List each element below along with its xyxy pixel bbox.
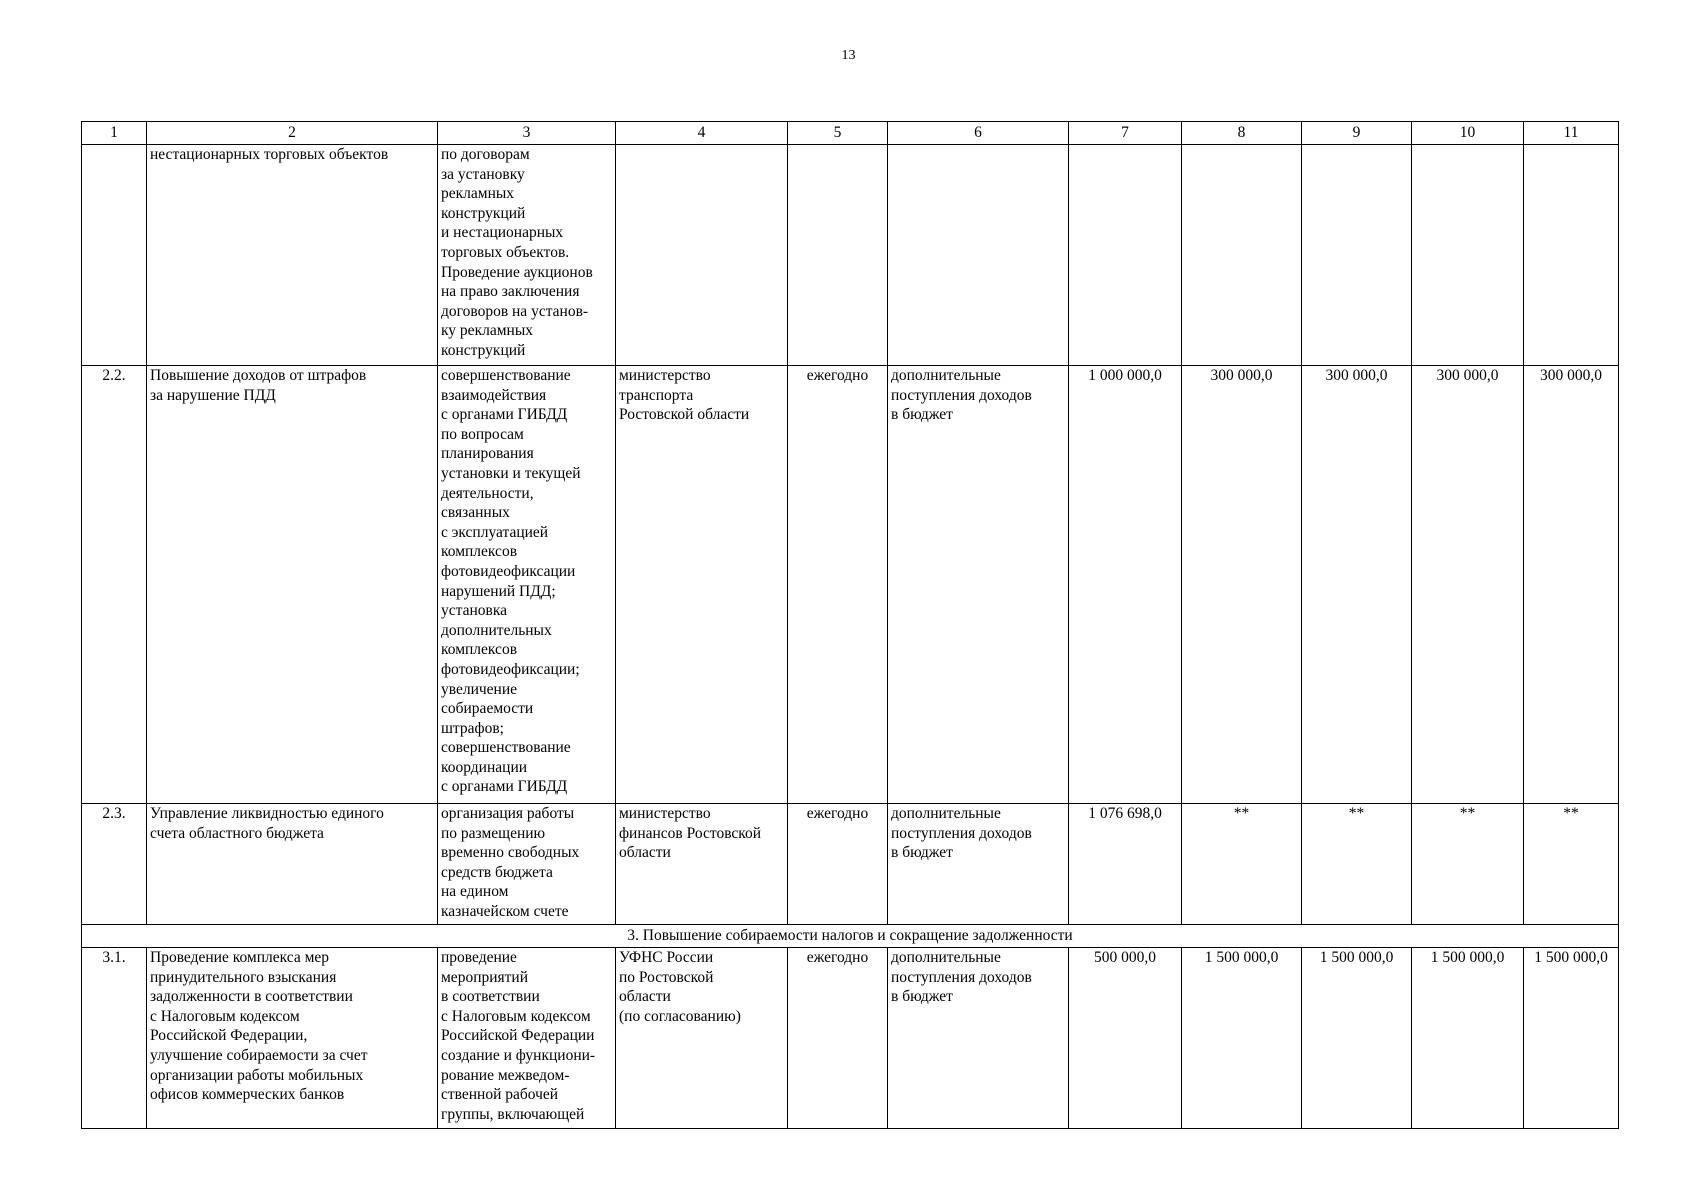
table-row — [82, 366, 1619, 804]
value-col-8: 1 500 000,0 — [1182, 948, 1302, 1129]
value-col-10 — [1412, 145, 1524, 366]
expected-result: дополнительные поступления доходов в бюджет — [888, 366, 1069, 804]
column-header: 9 — [1302, 122, 1412, 145]
value-col-10: 300 000,0 — [1412, 366, 1524, 804]
row-number: 3.1. — [82, 948, 147, 1129]
measure-name: нестационарных торговых объектов — [147, 145, 438, 366]
column-header: 11 — [1524, 122, 1619, 145]
expected-result: дополнительные поступления доходов в бюджет — [888, 948, 1069, 1129]
value-col-7: 1 000 000,0 — [1069, 366, 1182, 804]
measure-name: Проведение комплекса мер принудительного взыскания задолженности в соответствии с Налоговым кодексом Российской Федерации, улучшение собираемости за счет организации работы мобильных офисов коммерческих банков — [147, 948, 438, 1129]
row-number: 2.3. — [82, 804, 147, 925]
column-header: 5 — [788, 122, 888, 145]
column-header: 1 — [82, 122, 147, 145]
section-title: 3. Повышение собираемости налогов и сокращение задолженности — [82, 925, 1619, 948]
value-col-8 — [1182, 145, 1302, 366]
value-col-7: 1 076 698,0 — [1069, 804, 1182, 925]
value-col-11: 300 000,0 — [1524, 366, 1619, 804]
table-header-row — [82, 122, 1619, 145]
value-col-11 — [1524, 145, 1619, 366]
value-col-7: 500 000,0 — [1069, 948, 1182, 1129]
value-col-10: ** — [1412, 804, 1524, 925]
value-col-11: 1 500 000,0 — [1524, 948, 1619, 1129]
implementation-period — [788, 145, 888, 366]
responsible-executor: министерство финансов Ростовской области — [616, 804, 788, 925]
column-header: 10 — [1412, 122, 1524, 145]
value-col-9: ** — [1302, 804, 1412, 925]
measure-actions: совершенствование взаимодействия с органами ГИБДД по вопросам планирования установки и текущей деятельности, связанных с эксплуатацией комплексов фотовидеофиксации нарушений ПДД; установка дополнительных комплексов фотовидеофиксации; увеличение собираемости штрафов; совершенствование координации с органами ГИБДД — [438, 366, 616, 804]
section-row — [82, 925, 1619, 948]
implementation-period: ежегодно — [788, 804, 888, 925]
column-header: 4 — [616, 122, 788, 145]
column-header: 7 — [1069, 122, 1182, 145]
value-col-11: ** — [1524, 804, 1619, 925]
row-number: 2.2. — [82, 366, 147, 804]
expected-result — [888, 145, 1069, 366]
implementation-period: ежегодно — [788, 948, 888, 1129]
value-col-9 — [1302, 145, 1412, 366]
measure-actions: по договорам за установку рекламных конструкций и нестационарных торговых объектов. Проведение аукционов на право заключения договоров на установ- ку рекламных конструкций — [438, 145, 616, 366]
expected-result: дополнительные поступления доходов в бюджет — [888, 804, 1069, 925]
value-col-7 — [1069, 145, 1182, 366]
responsible-executor: УФНС России по Ростовской области (по согласованию) — [616, 948, 788, 1129]
responsible-executor: министерство транспорта Ростовской области — [616, 366, 788, 804]
value-col-8: 300 000,0 — [1182, 366, 1302, 804]
column-header: 2 — [147, 122, 438, 145]
measure-actions: проведение мероприятий в соответствии с Налоговым кодексом Российской Федерации создание и функциони- рование межведом- ственной рабочей группы, включающей — [438, 948, 616, 1129]
measure-actions: организация работы по размещению временно свободных средств бюджета на едином казначейском счете — [438, 804, 616, 925]
row-number — [82, 145, 147, 366]
page-number: 13 — [841, 48, 856, 63]
table-row — [82, 804, 1619, 925]
table-row — [82, 948, 1619, 1129]
measures-table — [81, 121, 1619, 1129]
value-col-10: 1 500 000,0 — [1412, 948, 1524, 1129]
table-row — [82, 145, 1619, 366]
value-col-8: ** — [1182, 804, 1302, 925]
implementation-period: ежегодно — [788, 366, 888, 804]
column-header: 8 — [1182, 122, 1302, 145]
column-header: 6 — [888, 122, 1069, 145]
value-col-9: 300 000,0 — [1302, 366, 1412, 804]
measure-name: Повышение доходов от штрафов за нарушение ПДД — [147, 366, 438, 804]
column-header: 3 — [438, 122, 616, 145]
responsible-executor — [616, 145, 788, 366]
measure-name: Управление ликвидностью единого счета областного бюджета — [147, 804, 438, 925]
value-col-9: 1 500 000,0 — [1302, 948, 1412, 1129]
